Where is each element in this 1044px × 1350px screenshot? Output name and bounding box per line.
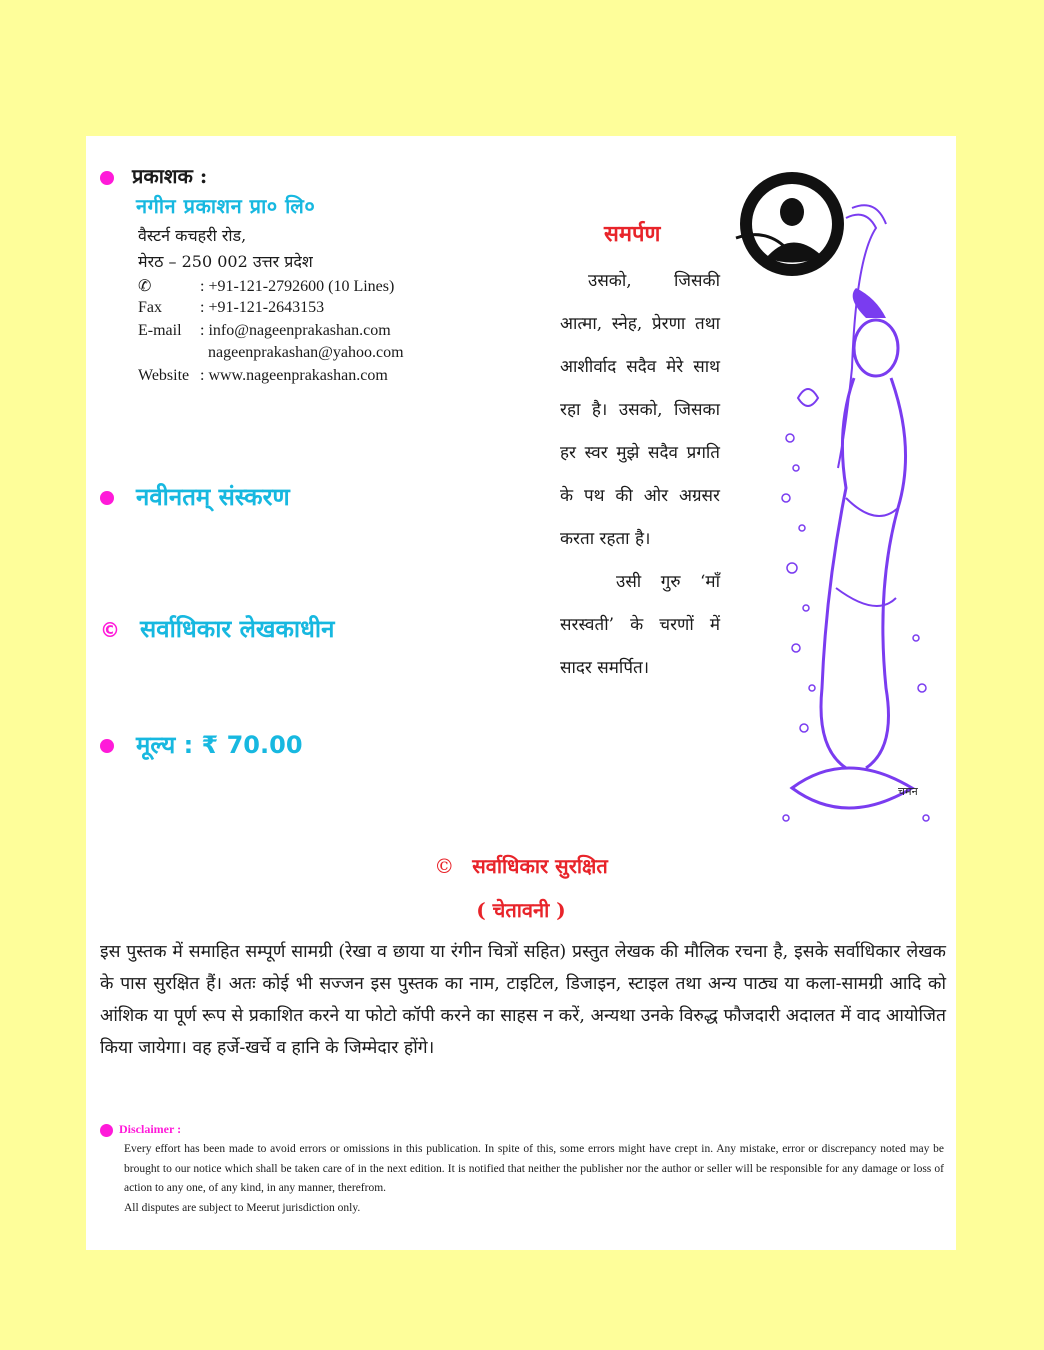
disclaimer-label-row [100, 1122, 181, 1137]
publisher-label-row [100, 162, 207, 189]
copyright-text: सर्वाधिकार लेखकाधीन [140, 615, 335, 643]
copyright-row [100, 612, 334, 645]
address-line-2: मेरठ – 250 002 उत्तर प्रदेश [138, 252, 313, 271]
warning-text: इस पुस्तक में समाहित सम्पूर्ण सामग्री (रेखा व छाया या रंगीन चित्रों सहित) प्रस्तुत लेखक की मौलिक रचना है, इसके सर्वाधिकार लेखक के पास सुरक्षित हैं। अतः कोई भी सज्जन इस पुस्तक का नाम, टाइटिल, डिजाइन, स्टाइल तथा अन्य पाठ्य या कला-सामग्री आदि को आंशिक या पूर्ण रूप से प्रकाशित करने या फोटो कॉपी करने का साहस न करें, अन्यथा उनके विरुद्ध फौजदारी अदालत में वाद आयोजित किया जायेगा। वह हर्जे-खर्चे व हानि के जिम्मेदार होंगे। [100, 942, 946, 1058]
price-row [100, 728, 303, 761]
dedication-body [560, 260, 720, 690]
edition-text: नवीनतम् संस्करण [136, 483, 290, 511]
lamp-icon [792, 768, 912, 808]
copyright-icon: © [100, 618, 120, 642]
edition-row [100, 480, 290, 513]
bullet-icon [100, 739, 114, 753]
disclaimer-body [124, 1140, 944, 1218]
artist-signature: चमन [898, 785, 918, 798]
warning-heading: ( चेतावनी ) [476, 898, 566, 922]
disclaimer-jurisdiction: All disputes are subject to Meerut jurisdiction only. [124, 1201, 361, 1214]
contact-email-2: nageenprakashan@yahoo.com [200, 344, 404, 361]
phone-icon: ✆ [138, 278, 152, 295]
bullet-icon [100, 1124, 113, 1137]
dedication-paragraph-2: उसी गुरु ‘माँ सरस्वती’ के चरणों में सादर समर्पित। [560, 572, 720, 678]
page-sheet [86, 136, 956, 1250]
figure-head-icon [854, 320, 898, 376]
dedication-paragraph-1: उसको, जिसकी आत्मा, स्नेह, प्रेरणा तथा आशीर्वाद सदैव मेरे साथ रहा है। उसको, जिसका हर स्वर मुझे सदैव प्रगति के पथ की ओर अग्रसर करता रहता है। [560, 271, 720, 549]
saraswati-illustration-icon [726, 168, 956, 858]
address-line-1: वैस्टर्न कचहरी रोड, [138, 226, 247, 245]
contact-fax: Fax : +91-121-2643153 [138, 299, 325, 316]
price-text: मूल्य : ₹ 70.00 [136, 731, 303, 759]
dedication-title: समर्पण [604, 221, 661, 247]
contact-email: E-mail : info@nageenprakashan.com [138, 322, 391, 339]
bullet-icon [100, 491, 114, 505]
disclaimer-text: Every effort has been made to avoid errors or omissions in this publication. In spite of this, some errors might have crept in. Any mistake, error or discrepancy noted may be brought to our notice which shall be taken care of in the next edition. It is notified that neither the publisher nor the author or seller will be responsible for any damage or loss of action to any one, of any kind, in any manner, therefrom. [124, 1143, 944, 1194]
contact-website: Website : www.nageenprakashan.com [138, 367, 388, 384]
bullet-icon [100, 171, 114, 185]
rights-title: सर्वाधिकार सुरक्षित [472, 854, 608, 878]
publisher-label: प्रकाशक : [132, 164, 208, 188]
rights-title-row [86, 852, 956, 879]
disclaimer-label: Disclaimer : [119, 1122, 182, 1136]
copyright-icon: © [434, 854, 455, 878]
contact-phone: ✆ : +91-121-2792600 (10 Lines) [138, 278, 395, 295]
publisher-name: नगीन प्रकाशन प्रा० लि० [136, 194, 316, 218]
